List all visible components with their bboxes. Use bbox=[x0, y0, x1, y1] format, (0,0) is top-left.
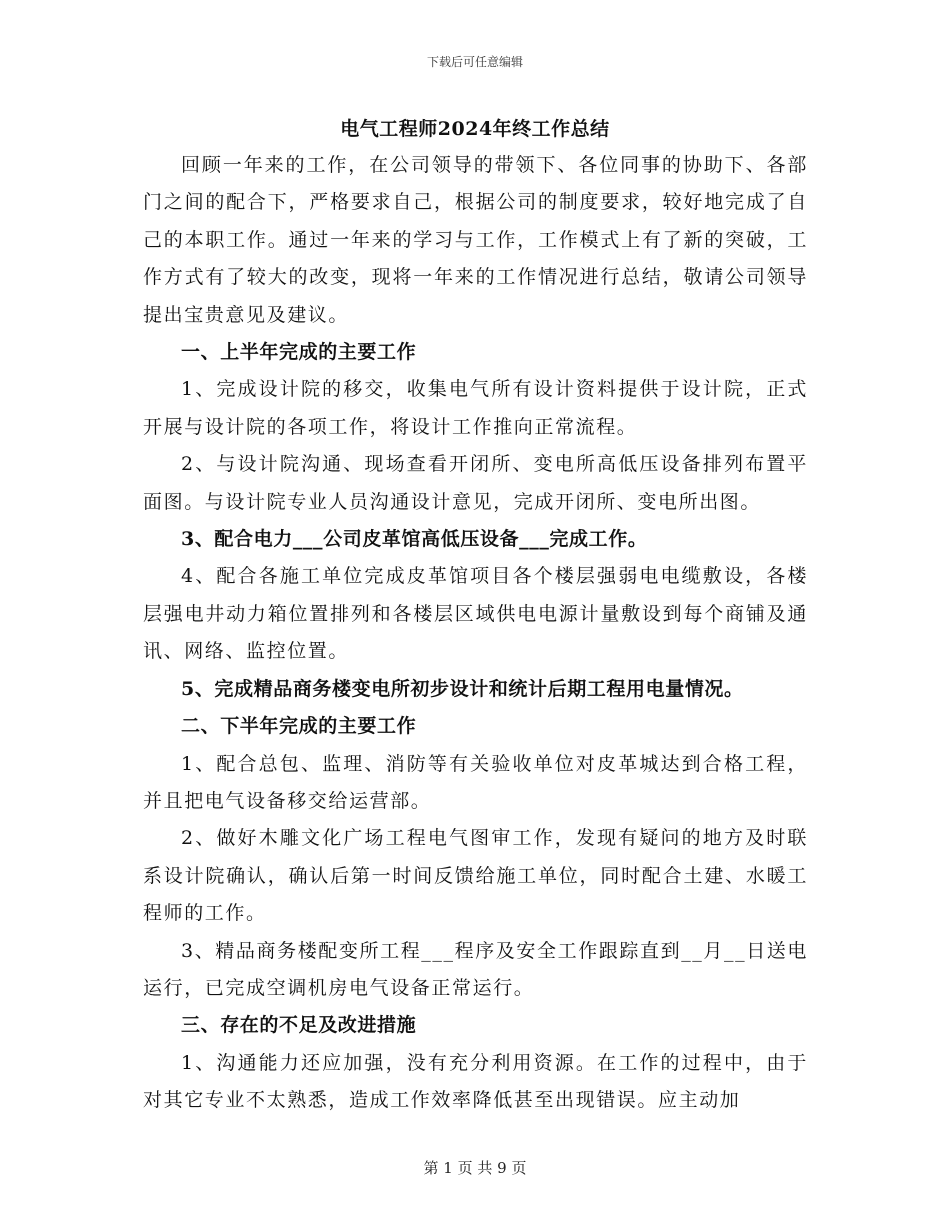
second-half-item-2: 2、做好木雕文化广场工程电气图审工作，发现有疑问的地方及时联系设计院确认，确认后第一时间反馈给施工单位，同时配合土建、水暖工程师的工作。 bbox=[143, 827, 808, 925]
first-half-item-1: 1、完成设计院的移交，收集电气所有设计资料提供于设计院，正式开展与设计院的各项工作，将设计工作推向正常流程。 bbox=[143, 378, 808, 438]
first-half-item-5: 5、完成精品商务楼变电所初步设计和统计后期工程用电量情况。 bbox=[181, 677, 744, 700]
section-heading-second-half: 二、下半年完成的主要工作 bbox=[181, 715, 417, 738]
shortcomings-item-1: 1、沟通能力还应加强，没有充分利用资源。在工作的过程中，由于对其它专业不太熟悉，造成工作效率降低甚至出现错误。应主动加 bbox=[143, 1051, 808, 1112]
intro-paragraph: 回顾一年来的工作，在公司领导的带领下、各位同事的协助下、各部门之间的配合下，严格要求自己，根据公司的制度要求，较好地完成了自己的本职工作。通过一年来的学习与工作，工作模式上有了新的突破，工作方式有了较大的改变，现将一年来的工作情况进行总结，敬请公司领导提出宝贵意见及建议。 bbox=[143, 154, 808, 326]
first-half-item-2: 2、与设计院沟通、现场查看开闭所、变电所高低压设备排列布置平面图。与设计院专业人员沟通设计意见，完成开闭所、变电所出图。 bbox=[143, 453, 808, 513]
first-half-item-4: 4、配合各施工单位完成皮革馆项目各个楼层强弱电电缆敷设，各楼层强电井动力箱位置排列和各楼层区域供电电源计量敷设到每个商铺及通讯、网络、监控位置。 bbox=[143, 565, 808, 663]
second-half-item-1: 1、配合总包、监理、消防等有关验收单位对皮革城达到合格工程，并且把电气设备移交给运营部。 bbox=[143, 752, 808, 812]
second-half-item-3: 3、精品商务楼配变所工程___程序及安全工作跟踪直到__月__日送电运行，已完成空调机房电气设备正常运行。 bbox=[143, 939, 808, 999]
first-half-item-3: 3、配合电力___公司皮革馆高低压设备___完成工作。 bbox=[181, 528, 648, 551]
page-number-footer: 第 1 页 共 9 页 bbox=[423, 1159, 527, 1177]
document-title: 电气工程师2024年终工作总结 bbox=[340, 118, 610, 140]
section-heading-first-half: 一、上半年完成的主要工作 bbox=[181, 341, 417, 364]
page-header-note: 下载后可任意编辑 bbox=[426, 55, 523, 69]
document-body bbox=[143, 147, 808, 1120]
section-heading-shortcomings: 三、存在的不足及改进措施 bbox=[181, 1014, 417, 1037]
